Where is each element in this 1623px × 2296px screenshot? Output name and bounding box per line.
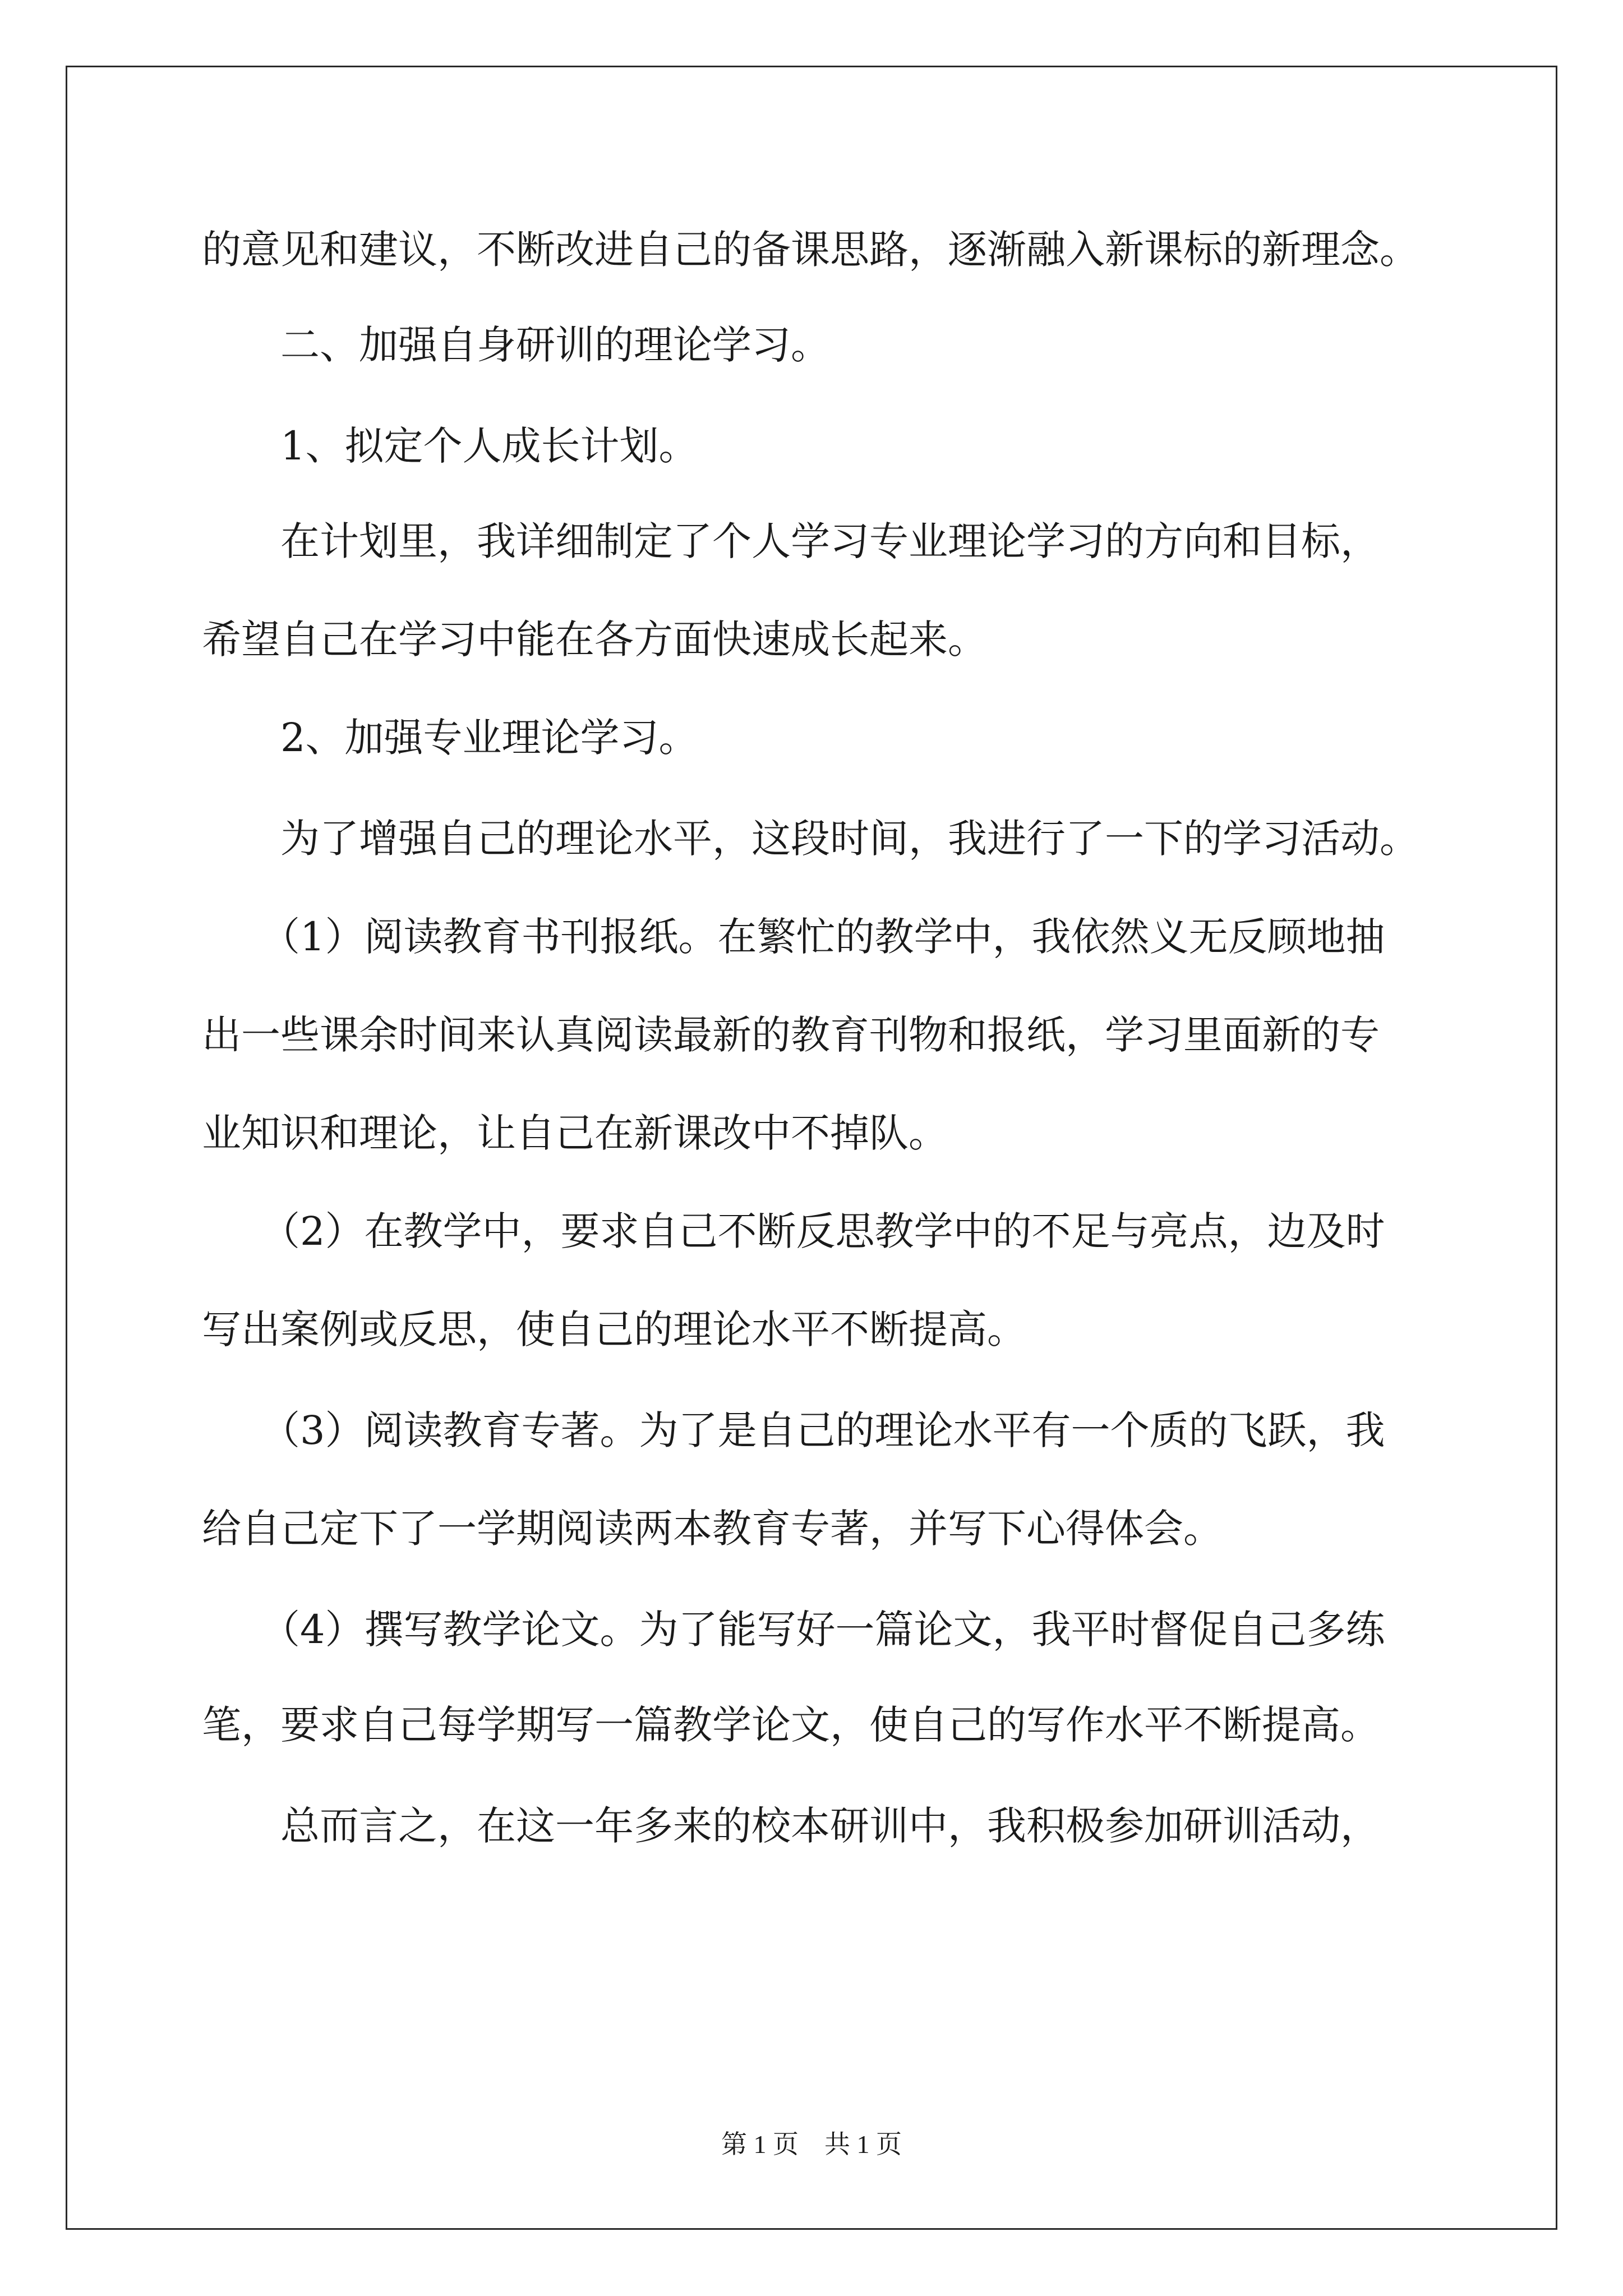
text-line: 在计划里，我详细制定了个人学习专业理论学习的方向和目标， [280, 518, 1380, 564]
text-line: 的意见和建议，不断改进自己的备课思路，逐渐融入新课标的新理念。 [202, 227, 1419, 273]
text-line: （2）在教学中，要求自己不断反思教学中的不足与亮点，边及时 [261, 1208, 1385, 1254]
subsection-heading: 2、加强专业理论学习。 [280, 715, 698, 761]
text-line: 总而言之，在这一年多来的校本研训中，我积极参加研训活动， [280, 1803, 1380, 1849]
subsection-heading: 1、拟定个人成长计划。 [280, 423, 698, 469]
text-line: 写出案例或反思，使自己的理论水平不断提高。 [202, 1306, 1026, 1352]
text-line: 为了增强自己的理论水平，这段时间，我进行了一下的学习活动。 [280, 816, 1419, 862]
text-line: 业知识和理论，让自己在新课改中不掉队。 [202, 1110, 948, 1156]
text-line: 给自己定下了一学期阅读两本教育专著，并写下心得体会。 [202, 1506, 1223, 1552]
section-heading: 二、加强自身研训的理论学习。 [280, 322, 830, 368]
text-line: （4）撰写教学论文。为了能写好一篇论文，我平时督促自己多练 [261, 1607, 1385, 1653]
text-line: （1）阅读教育书刊报纸。在繁忙的教学中，我依然义无反顾地抽 [261, 914, 1385, 960]
text-line: 笔，要求自己每学期写一篇教学论文，使自己的写作水平不断提高。 [202, 1702, 1380, 1748]
text-line: 希望自己在学习中能在各方面快速成长起来。 [202, 616, 987, 662]
text-line: （3）阅读教育专著。为了是自己的理论水平有一个质的飞跃，我 [261, 1407, 1385, 1453]
text-line: 出一些课余时间来认真阅读最新的教育刊物和报纸，学习里面新的专 [202, 1012, 1380, 1058]
page-footer: 第 1 页 共 1 页 [721, 2130, 902, 2159]
